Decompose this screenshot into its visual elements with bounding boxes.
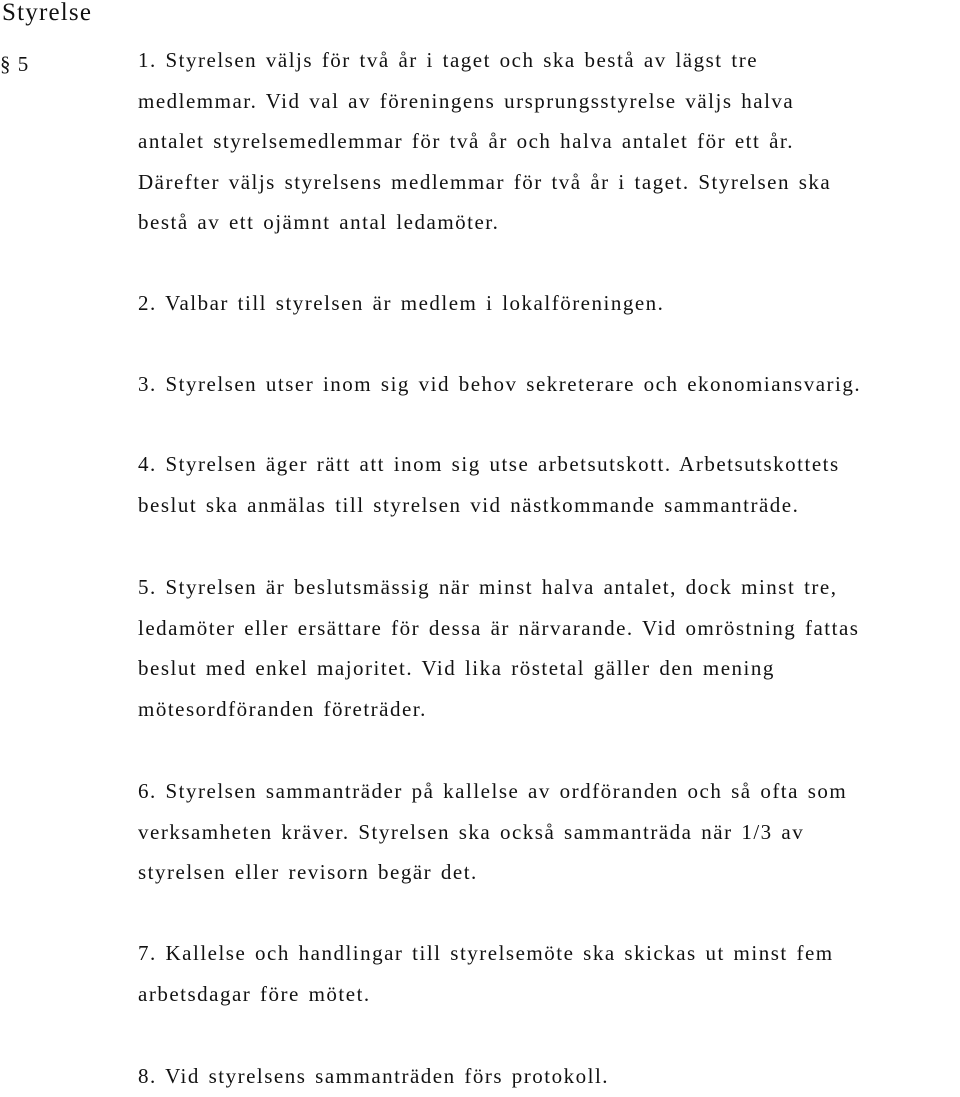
- list-item-1: 1. Styrelsen väljs för två år i taget och ska bestå av lägst tre medlemmar. Vid val av föreningens ursprungsstyrelse väljs halva antalet styrelsemedlemmar för två år och halva antalet för ett år. Därefter väljs styrelsens medlemmar för två år i taget. Styrelsen ska bestå av ett ojämnt antal ledamöter.: [138, 48, 832, 234]
- list-item-4: 4. Styrelsen äger rätt att inom sig utse arbetsutskott. Arbetsutskottets beslut ska anmälas till styrelsen vid nästkommande sammanträde.: [138, 452, 840, 517]
- list-item-5: 5. Styrelsen är beslutsmässig när minst halva antalet, dock minst tre, ledamöter eller ersättare för dessa är närvarande. Vid omröstning fattas beslut med enkel majoritet. Vid lika röstetal gäller den mening mötesordföranden företräder.: [138, 575, 860, 721]
- list-item-6: 6. Styrelsen sammanträder på kallelse av ordföranden och så ofta som verksamheten kräver. Styrelsen ska också sammanträda när 1/3 av styrelsen eller revisorn begär det.: [138, 779, 848, 884]
- list-item-8: 8. Vid styrelsens sammanträden förs protokoll.: [138, 1064, 610, 1088]
- list-item-2: 2. Valbar till styrelsen är medlem i lokalföreningen.: [138, 291, 665, 315]
- list-item-7: 7. Kallelse och handlingar till styrelsemöte ska skickas ut minst fem arbetsdagar före mötet.: [138, 941, 834, 1006]
- section-number: § 5: [0, 52, 30, 76]
- list-item-3: 3. Styrelsen utser inom sig vid behov sekreterare och ekonomiansvarig.: [138, 372, 862, 396]
- page-title: Styrelse: [2, 0, 93, 26]
